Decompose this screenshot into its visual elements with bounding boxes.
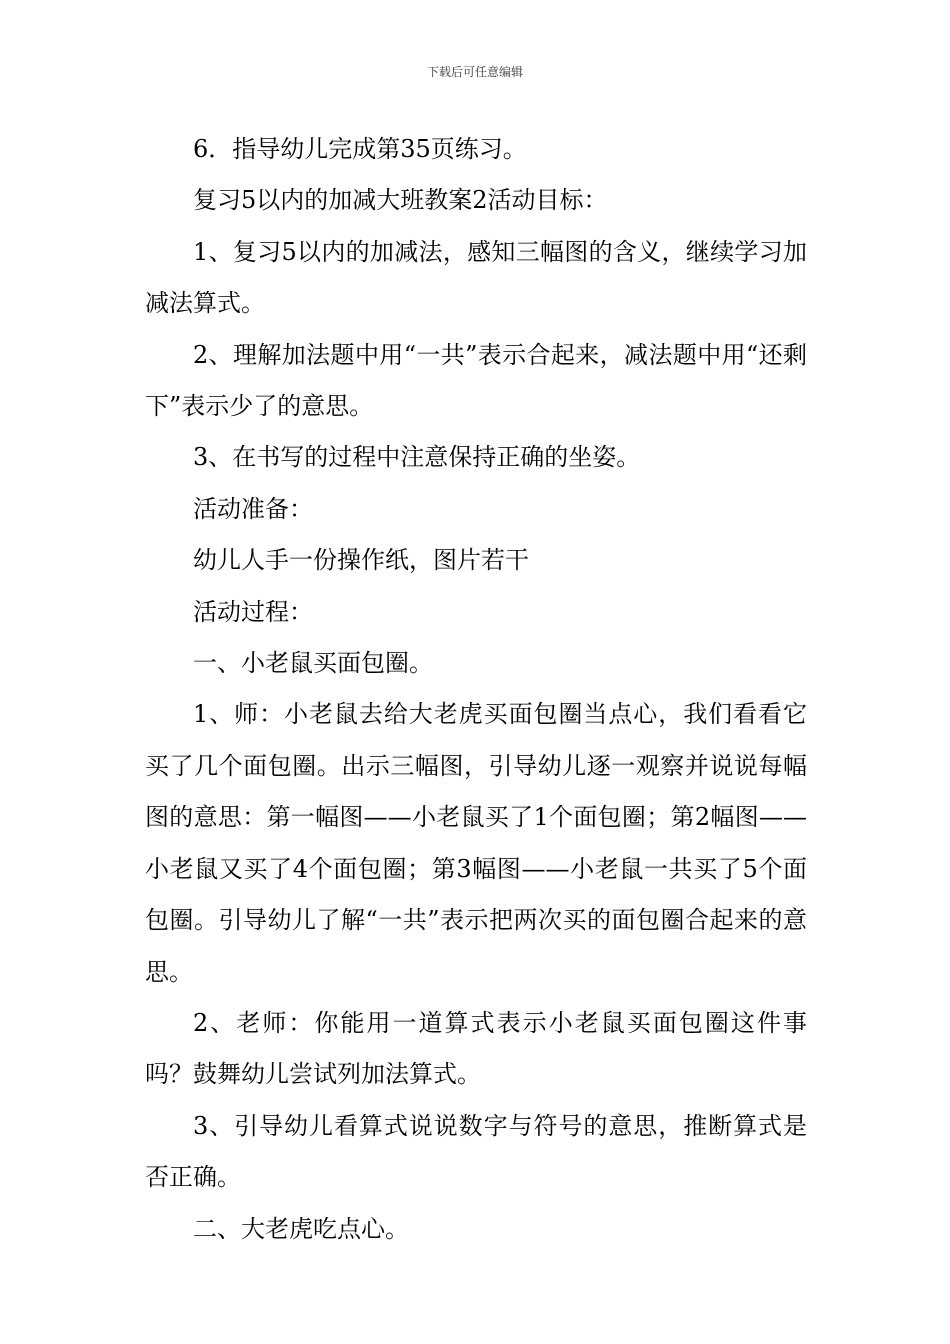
paragraph-step-3: 3、引导幼儿看算式说说数字与符号的意思，推断算式是否正确。 [145, 1111, 807, 1192]
paragraph-practice: 6．指导幼儿完成第35页练习。 [193, 135, 527, 163]
paragraph-materials: 幼儿人手一份操作纸，图片若干 [193, 546, 529, 575]
document-body [145, 124, 807, 1255]
heading-section-two: 二、大老虎吃点心。 [193, 1214, 409, 1243]
paragraph-step-1: 1、师：小老鼠去给大老虎买面包圈当点心，我们看看它买了几个面包圈。出示三幅图，引导幼儿逐一观察并说说每幅图的意思：第一幅图——小老鼠买了1个面包圈；第2幅图——小老鼠又买了4个面包圈；第3幅图——小老鼠一共买了5个面包圈。引导幼儿了解“一共”表示把两次买的面包圈合起来的意思。 [145, 700, 807, 986]
page-header: 下载后可任意编辑 [426, 65, 523, 79]
paragraph-goal-2: 2、理解加法题中用“一共”表示合起来，减法题中用“还剩下”表示少了的意思。 [145, 340, 807, 421]
paragraph-goal-3: 3、在书写的过程中注意保持正确的坐姿。 [193, 443, 641, 472]
heading-section-one: 一、小老鼠买面包圈。 [193, 649, 433, 678]
paragraph-goal-1: 1、复习5以内的加减法，感知三幅图的含义，继续学习加减法算式。 [145, 237, 807, 318]
paragraph-lesson-title: 复习5以内的加减大班教案2活动目标： [193, 186, 608, 215]
paragraph-step-2: 2、老师：你能用一道算式表示小老鼠买面包圈这件事吗？鼓舞幼儿尝试列加法算式。 [145, 1008, 807, 1089]
heading-preparation: 活动准备： [193, 494, 313, 523]
heading-process: 活动过程： [193, 597, 313, 626]
